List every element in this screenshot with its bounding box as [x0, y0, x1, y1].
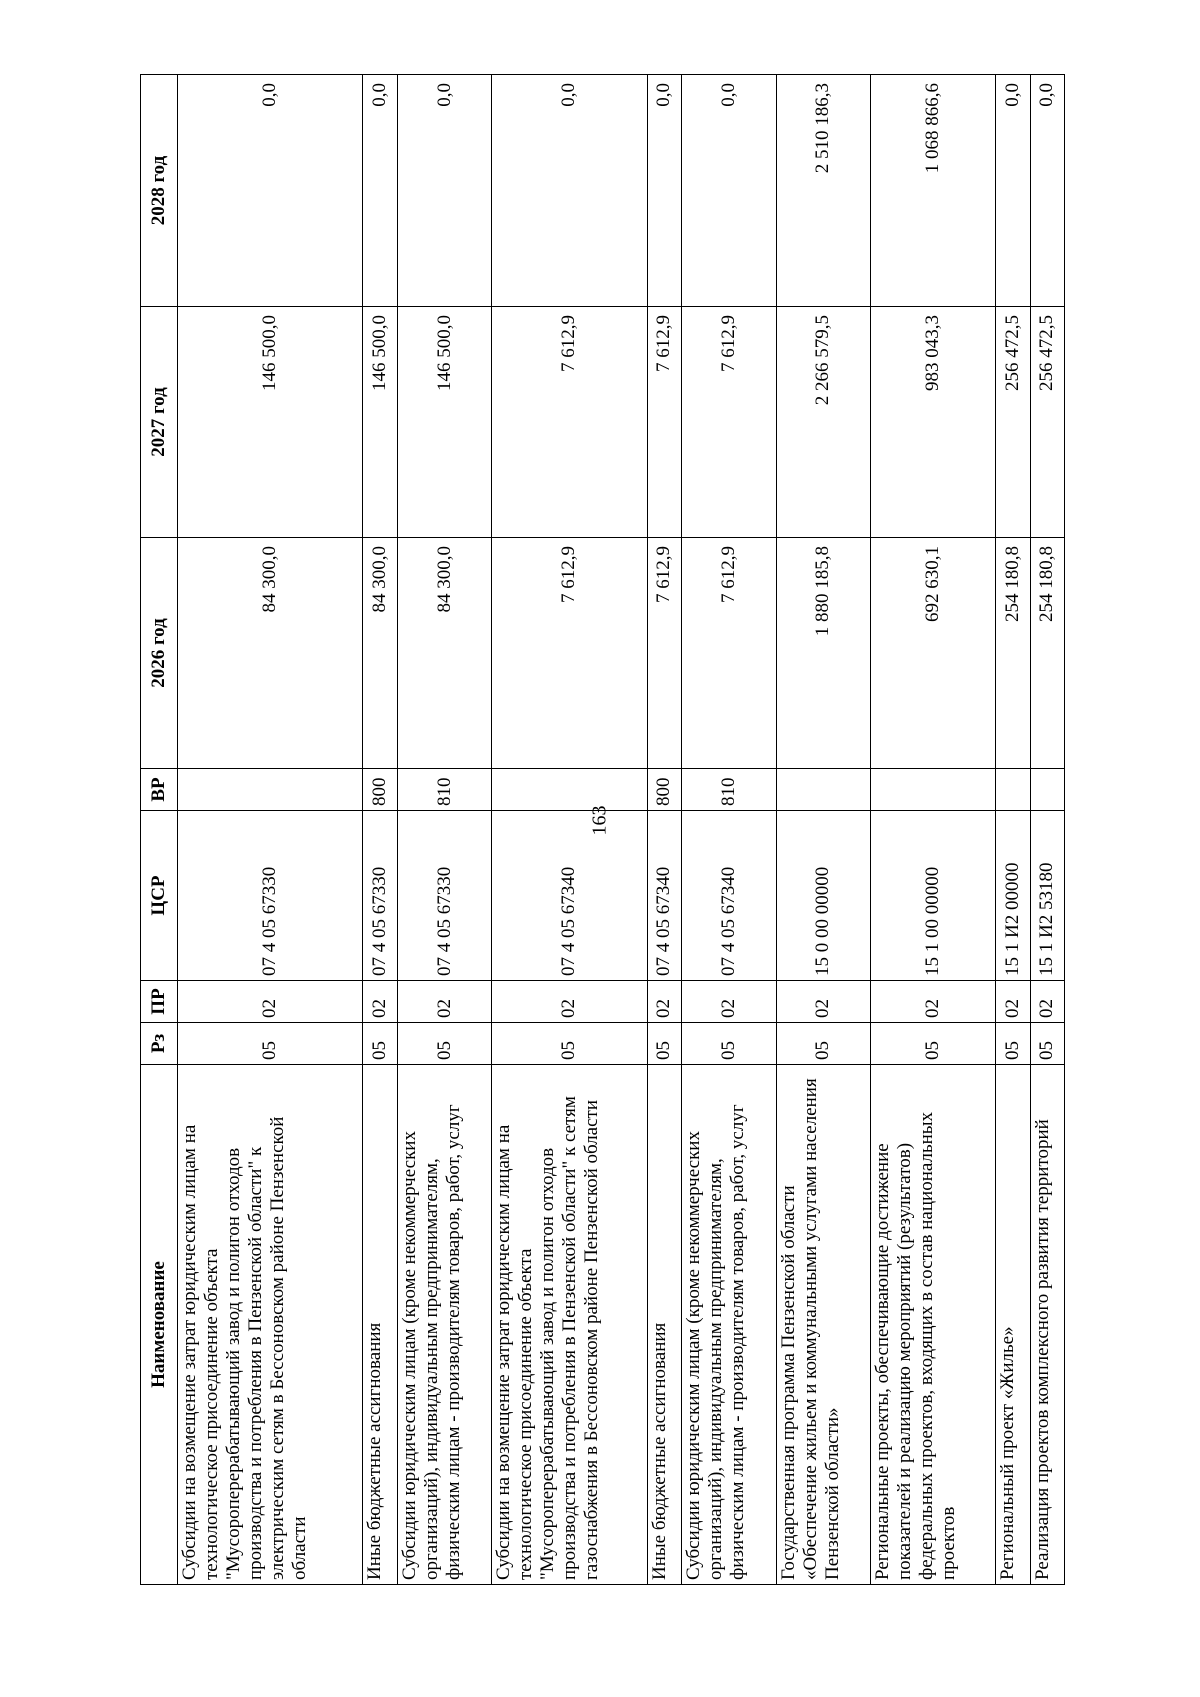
rotated-table-wrapper	[140, 75, 1065, 1585]
cell-y2027: 983 043,3	[871, 307, 996, 538]
cell-pr: 02	[397, 981, 492, 1023]
cell-rz: 05	[178, 1023, 363, 1065]
cell-y2026: 692 630,1	[871, 538, 996, 769]
column-header: ЦСР	[141, 811, 178, 981]
cell-pr: 02	[1030, 981, 1064, 1023]
cell-y2028: 0,0	[363, 75, 397, 307]
cell-rz: 05	[397, 1023, 492, 1065]
cell-y2026: 254 180,8	[996, 538, 1030, 769]
cell-y2026: 254 180,8	[1030, 538, 1064, 769]
cell-y2026: 84 300,0	[397, 538, 492, 769]
cell-y2027: 7 612,9	[647, 307, 681, 538]
cell-y2028: 0,0	[647, 75, 681, 307]
cell-rz: 05	[492, 1023, 647, 1065]
column-header: ПР	[141, 981, 178, 1023]
cell-rz: 05	[363, 1023, 397, 1065]
cell-csr: 07 4 05 67330	[178, 811, 363, 981]
table-header-row	[141, 75, 178, 1585]
cell-name: Иные бюджетные ассигнования	[363, 1065, 397, 1585]
cell-csr: 07 4 05 67330	[363, 811, 397, 981]
cell-csr: 07 4 05 67340	[681, 811, 776, 981]
cell-vr	[996, 769, 1030, 811]
cell-csr: 07 4 05 67340	[492, 811, 647, 981]
cell-y2026: 7 612,9	[681, 538, 776, 769]
cell-csr: 15 1 00 00000	[871, 811, 996, 981]
cell-vr	[1030, 769, 1064, 811]
cell-name: Государственная программа Пензенской области «Обеспечение жильем и коммунальными услугами населения Пензенской области»	[776, 1065, 871, 1585]
cell-vr: 810	[397, 769, 492, 811]
cell-vr	[492, 769, 647, 811]
cell-name: Субсидии юридическим лицам (кроме некоммерческих организаций), индивидуальным предпринимателям, физическим лицам - производителям товаров, работ, услуг	[681, 1065, 776, 1585]
cell-rz: 05	[871, 1023, 996, 1065]
cell-y2028: 0,0	[397, 75, 492, 307]
cell-csr: 15 0 00 00000	[776, 811, 871, 981]
cell-csr: 07 4 05 67340	[647, 811, 681, 981]
cell-rz: 05	[647, 1023, 681, 1065]
cell-pr: 02	[178, 981, 363, 1023]
cell-pr: 02	[492, 981, 647, 1023]
cell-name: Региональный проект «Жилье»	[996, 1065, 1030, 1585]
table-row	[871, 75, 996, 1585]
column-header: 2026 год	[141, 538, 178, 769]
cell-name: Иные бюджетные ассигнования	[647, 1065, 681, 1585]
cell-y2027: 7 612,9	[681, 307, 776, 538]
cell-y2028: 0,0	[996, 75, 1030, 307]
cell-pr: 02	[996, 981, 1030, 1023]
cell-y2026: 1 880 185,8	[776, 538, 871, 769]
cell-name: Субсидии на возмещение затрат юридическим лицам на технологическое присоединение объекта "Мусороперерабатывающий завод и полигон отходов производства и потребления в Пензенской области" к электрическим сетям в Бессоновском районе Пензенской области	[178, 1065, 363, 1585]
cell-y2028: 0,0	[1030, 75, 1064, 307]
cell-rz: 05	[996, 1023, 1030, 1065]
cell-pr: 02	[363, 981, 397, 1023]
cell-rz: 05	[681, 1023, 776, 1065]
cell-name: Региональные проекты, обеспечивающие достижение показателей и реализацию мероприятий (результатов) федеральных проектов, входящих в состав национальных проектов	[871, 1065, 996, 1585]
table-row	[363, 75, 397, 1585]
cell-y2028: 2 510 186,3	[776, 75, 871, 307]
table-row	[1030, 75, 1064, 1585]
cell-name: Субсидии на возмещение затрат юридическим лицам на технологическое присоединение объекта "Мусороперерабатывающий завод и полигон отходов производства и потребления в Пензенской области" к сетям газоснабжения в Бессоновском районе Пензенской области	[492, 1065, 647, 1585]
table-row	[776, 75, 871, 1585]
cell-pr: 02	[871, 981, 996, 1023]
cell-pr: 02	[647, 981, 681, 1023]
table-row	[996, 75, 1030, 1585]
cell-vr	[776, 769, 871, 811]
cell-rz: 05	[1030, 1023, 1064, 1065]
table-row	[647, 75, 681, 1585]
cell-csr: 07 4 05 67330	[397, 811, 492, 981]
cell-name: Реализация проектов комплексного развития территорий	[1030, 1065, 1064, 1585]
cell-y2026: 84 300,0	[363, 538, 397, 769]
cell-y2028: 0,0	[492, 75, 647, 307]
cell-y2027: 146 500,0	[397, 307, 492, 538]
cell-vr	[871, 769, 996, 811]
budget-table	[140, 74, 1065, 1585]
cell-csr: 15 1 И2 53180	[1030, 811, 1064, 981]
cell-csr: 15 1 И2 00000	[996, 811, 1030, 981]
column-header: ВР	[141, 769, 178, 811]
cell-rz: 05	[776, 1023, 871, 1065]
cell-pr: 02	[681, 981, 776, 1023]
cell-y2027: 256 472,5	[1030, 307, 1064, 538]
table-row	[681, 75, 776, 1585]
cell-y2027: 2 266 579,5	[776, 307, 871, 538]
column-header: Наименование	[141, 1065, 178, 1585]
cell-name: Субсидии юридическим лицам (кроме некоммерческих организаций), индивидуальным предпринимателям, физическим лицам - производителям товаров, работ, услуг	[397, 1065, 492, 1585]
cell-y2026: 84 300,0	[178, 538, 363, 769]
cell-y2028: 0,0	[681, 75, 776, 307]
column-header: 2028 год	[141, 75, 178, 307]
cell-vr: 810	[681, 769, 776, 811]
column-header: Рз	[141, 1023, 178, 1065]
cell-y2027: 146 500,0	[363, 307, 397, 538]
cell-y2027: 256 472,5	[996, 307, 1030, 538]
cell-y2026: 7 612,9	[492, 538, 647, 769]
table-row	[492, 75, 647, 1585]
cell-y2026: 7 612,9	[647, 538, 681, 769]
cell-y2028: 1 068 866,6	[871, 75, 996, 307]
table-row	[397, 75, 492, 1585]
cell-y2027: 7 612,9	[492, 307, 647, 538]
table-row	[178, 75, 363, 1585]
cell-vr: 800	[363, 769, 397, 811]
cell-vr	[178, 769, 363, 811]
cell-y2027: 146 500,0	[178, 307, 363, 538]
cell-y2028: 0,0	[178, 75, 363, 307]
cell-pr: 02	[776, 981, 871, 1023]
page-number-text: 163	[588, 805, 611, 835]
cell-vr: 800	[647, 769, 681, 811]
column-header: 2027 год	[141, 307, 178, 538]
table-body	[178, 75, 1065, 1585]
